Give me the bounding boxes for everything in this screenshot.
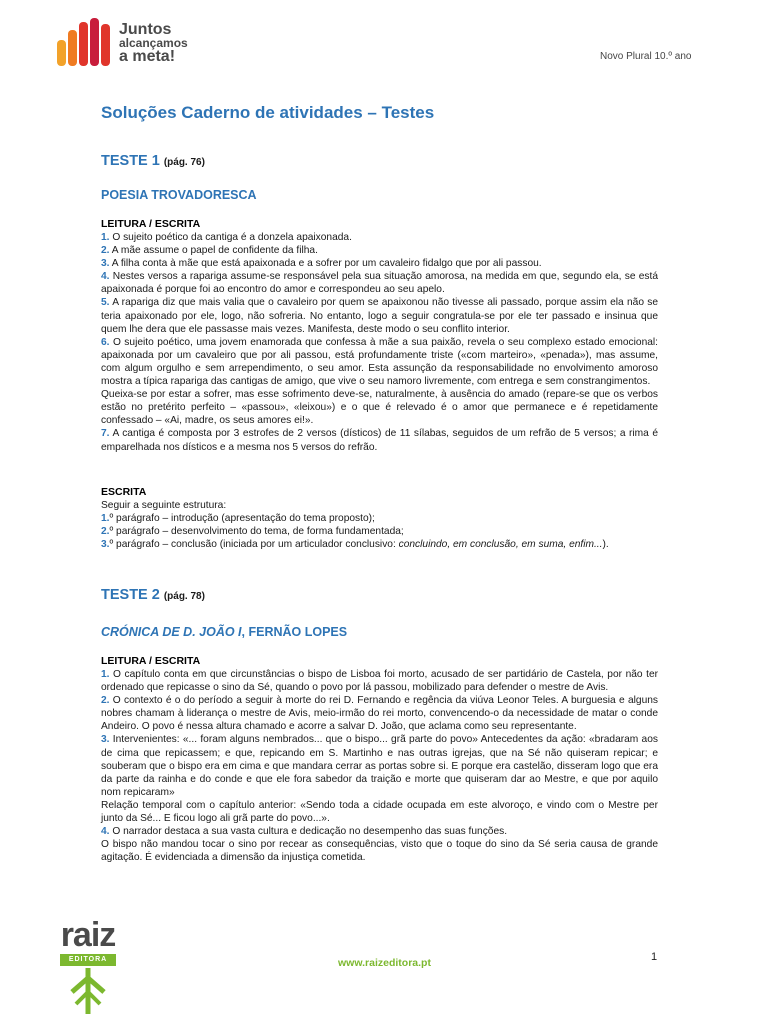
teste1-answers: [101, 231, 658, 454]
answer-item: 4. Nestes versos a rapariga assume-se responsável pela sua situação amorosa, na medida em que, segundo ela, se está apaixonada é porque foi ao encontro do amor e correspondeu ao seu apelo.: [101, 271, 658, 296]
teste2-heading: [101, 587, 205, 603]
teste2-section-rest: , FERNÃO LOPES: [241, 625, 348, 639]
edition-label: Novo Plural 10.º ano: [600, 51, 692, 62]
answer-item: 2. O contexto é o do período a seguir à morte do rei D. Fernando e regência da viúva Leonor Teles. A burguesia e alguns nobres chamam à liderança o mestre de Avis, meio-irmão do rei morto, convencendo-o da necessidade de matar o conde Andeiro. O povo é nessa altura chamado e acorre a salvar D. João, que aclama como seu representante.: [101, 695, 658, 733]
raiz-logo-sub: EDITORA: [60, 954, 116, 966]
answer-item: 3. Intervenientes: «... foram alguns nembrados... que o bispo... grã parte do povo» Antecedentes da ação: «bradaram aos de cima que repicassem; e que, repicando em S. Martinho e nas outras igrejas, que na Sé não quiseram repicar; e souberam que o bispo era em cima e que mandara cerrar as portas sobre si. E porque era castelão, disseram logo que era da parte da rainha e do conde e que ele fora sabedor da traição e morte que quiseram dar ao Mestre, e que por aquilo nom repicaram»: [101, 734, 658, 798]
answer-item: Queixa-se por estar a sofrer, mas esse sofrimento deve-se, naturalmente, à ausência do amado (repare-se que os verbos estão no pretérito perfeito – «passou», «leixou») e o que é relevado é o amor que permanece e é repetidamente confessado – «Ai, madre, os seus amores ei!».: [101, 389, 658, 427]
answer-item: 7. A cantiga é composta por 3 estrofes de 2 versos (dísticos) de 11 sílabas, seguidos de um refrão de 5 versos; a rima é emparelhada nos dísticos e a mesma nos 5 versos do refrão.: [101, 428, 658, 453]
teste2-page: (pág. 78): [163, 591, 205, 602]
escrita-item: 1.º parágrafo – introdução (apresentação do tema proposto);: [101, 513, 375, 525]
logo-line3: a meta!: [119, 48, 176, 65]
escrita-item: 3.º parágrafo – conclusão (iniciada por um articulador conclusivo: concluindo, em conclusão, em suma, enfim...).: [101, 539, 609, 551]
teste1-leitura-heading: LEITURA / ESCRITA: [101, 218, 201, 230]
teste1-heading: [101, 153, 205, 169]
teste1-escrita: [101, 499, 658, 551]
roots-icon: [66, 968, 110, 1016]
teste2-section: [101, 625, 347, 639]
raiz-logo: [52, 918, 124, 1018]
teste2-answers: [101, 668, 658, 864]
footer-link[interactable]: www.raizeditora.pt: [338, 957, 431, 969]
escrita-intro: Seguir a seguinte estrutura:: [101, 500, 227, 511]
teste2-leitura-heading: LEITURA / ESCRITA: [101, 655, 201, 667]
answer-item: 5. A rapariga diz que mais valia que o cavaleiro por quem se apaixonou não tivesse ali passado, porque assim ela não se teria apaixonado por ele, logo, não sofreria. No entanto, logo a seguir congratula-se por ele ter passado e insinua que quem lhe dera que ele passasse mais vezes. Manifesta, deste modo o seu conflito interior.: [101, 297, 658, 335]
teste1-escrita-heading: ESCRITA: [101, 486, 147, 498]
teste2-section-italic: CRÓNICA DE D. JOÃO I: [101, 625, 242, 639]
page-number: 1: [651, 951, 658, 963]
raiz-logo-text: raiz: [60, 916, 116, 954]
answer-item: O bispo não mandou tocar o sino por recear as consequências, visto que o toque do sino da Sé seria causa de grande agitação. É evidenciada a dimensão da injustiça cometida.: [101, 839, 658, 864]
teste1-section: POESIA TROVADORESCA: [101, 188, 257, 202]
logo-line1: Juntos: [119, 21, 172, 38]
teste2-title: TESTE 2: [101, 587, 160, 603]
escrita-item: 2.º parágrafo – desenvolvimento do tema, de forma fundamentada;: [101, 526, 404, 538]
answer-item: 2. A mãe assume o papel de confidente da filha.: [101, 245, 318, 257]
page-title: Soluções Caderno de atividades – Testes: [101, 103, 435, 122]
answer-item: 4. O narrador destaca a sua vasta cultura e dedicação no desempenho das suas funções.: [101, 826, 508, 838]
answer-item: 3. A filha conta à mãe que está apaixonada e a sofrer por um cavaleiro fidalgo que por ali passou.: [101, 258, 542, 270]
brand-logo: [55, 18, 195, 86]
teste1-title: TESTE 1: [101, 153, 160, 169]
answer-item: 6. O sujeito poético, uma jovem enamorada que confessa à mãe a sua paixão, revela o seu complexo estado emocional: apaixonada por um cavaleiro que por ali passou, está profundamente triste («com marteiro», «penada»), mas assume, com algum orgulho e sem arrependimento, o seu amor. Esta assunção da responsabilidade no envolvimento amoroso mostra a típica rapariga das cantigas de amigo, que vive o seu namoro livremente, com entrega e sem constrangimentos.: [101, 336, 658, 388]
teste1-page: (pág. 76): [163, 157, 205, 168]
answer-item: Relação temporal com o capítulo anterior: «Sendo toda a cidade ocupada em este alvoroço, e vindo com o Mestre per junto da Sé... E ficou logo ali grã parte do povo...».: [101, 799, 658, 825]
logo-line2: alcançamos: [119, 36, 188, 50]
answer-item: 1. O capítulo conta em que circunstâncias o bispo de Lisboa foi morto, acusado de ser partidário de Castela, por não ter ordenado que repicasse o sino da Sé, quando o povo por lá passou, mobilizado para defender o mestre de Avis.: [101, 669, 658, 694]
answer-item: 1. O sujeito poético da cantiga é a donzela apaixonada.: [101, 232, 352, 243]
